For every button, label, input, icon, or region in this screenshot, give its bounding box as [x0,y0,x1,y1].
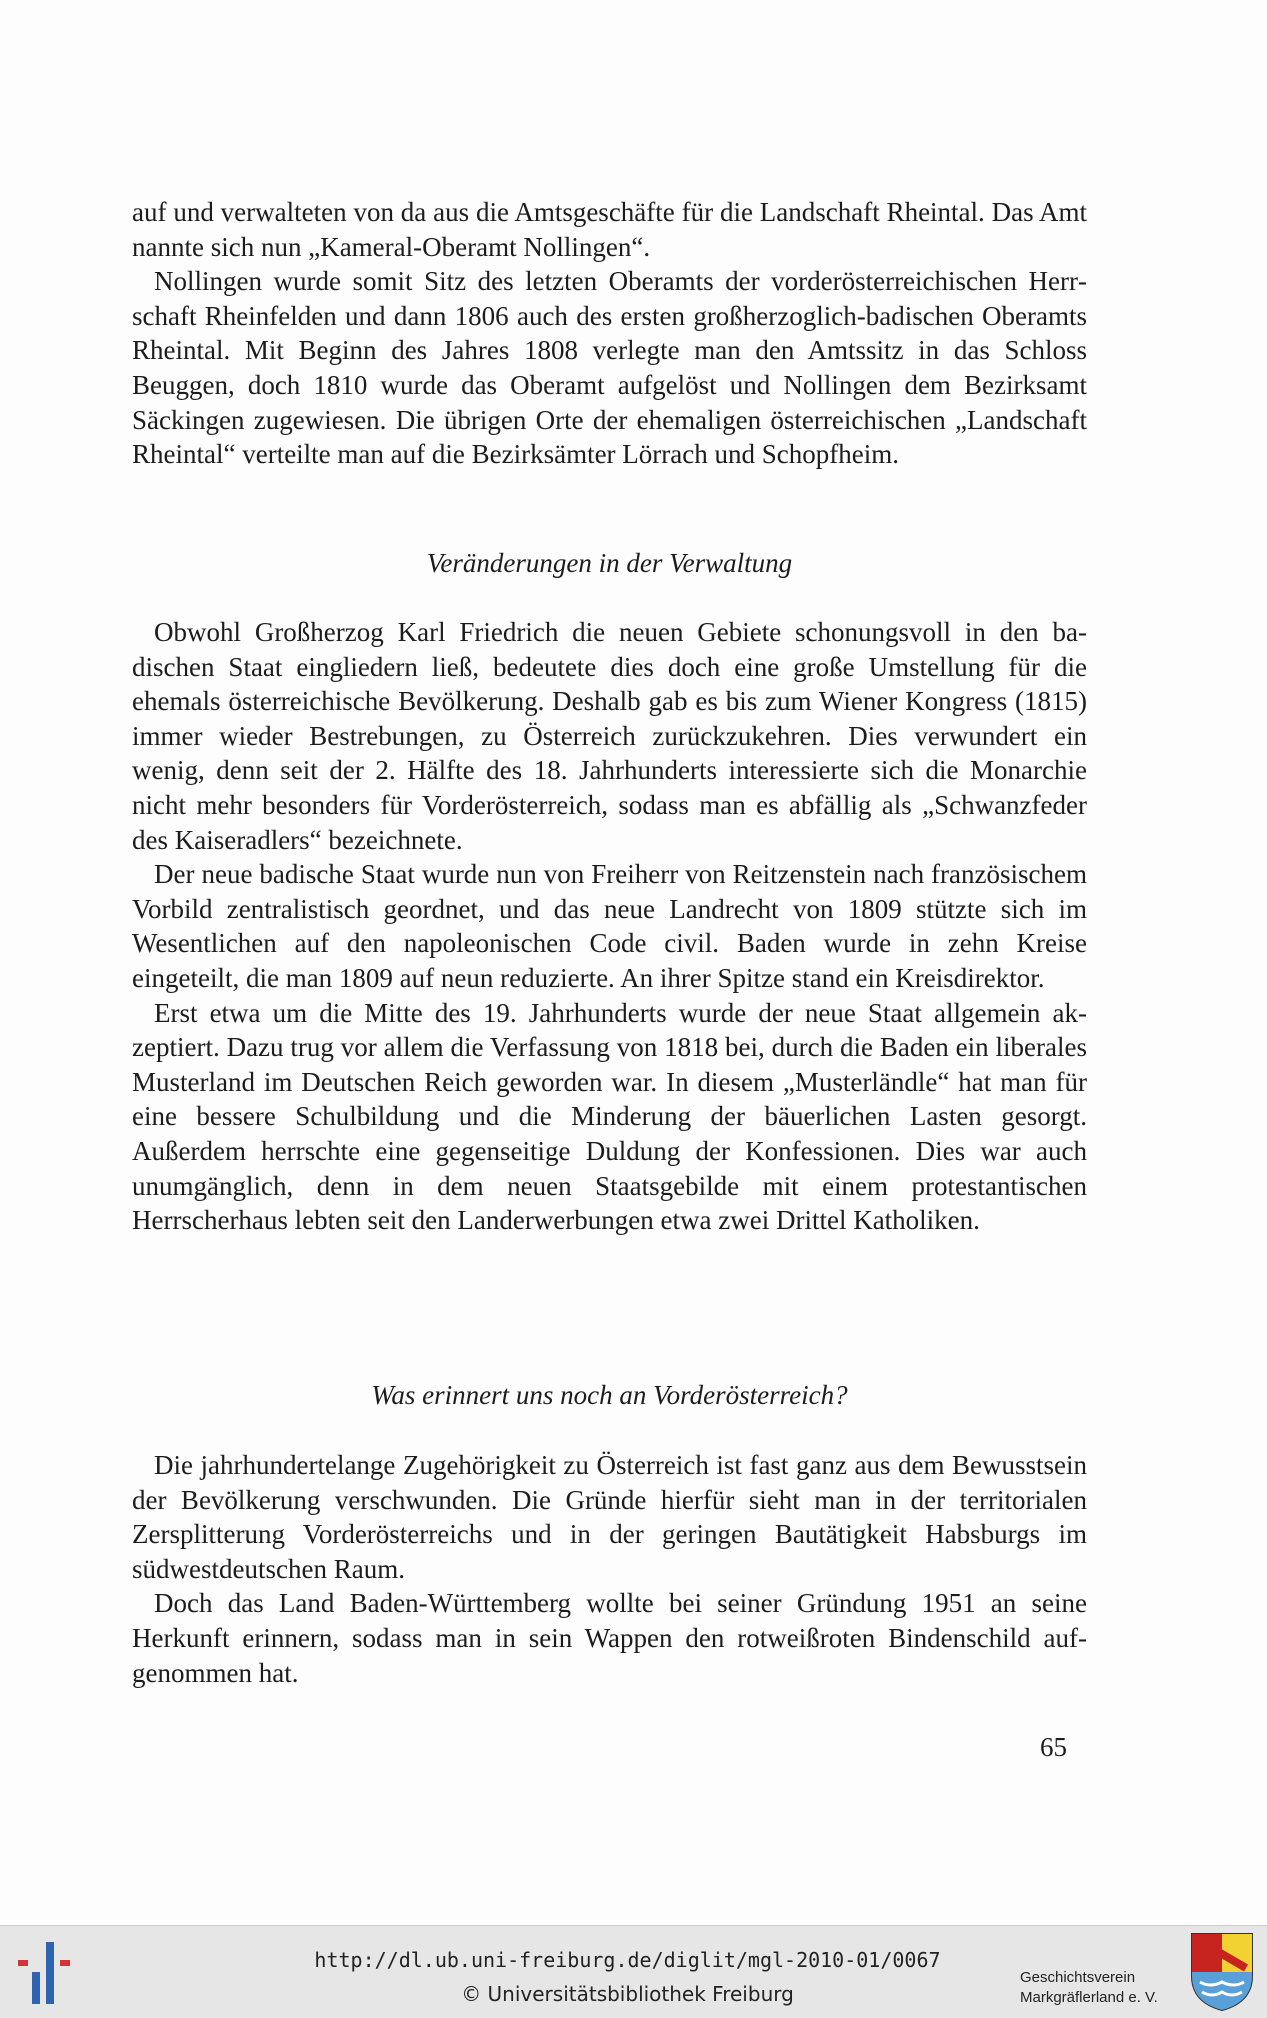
paragraph: Obwohl Großherzog Karl Friedrich die neuen Gebiete schonungsvoll in den badischen Staat eingliedern ließ, bedeutete dies doch eine große Umstellung für die ehemals österreichische Bevölkerung. Deshalb gab es bis zum Wiener Kongress (1815) immer wieder Bestrebungen, zu Österreich zurückzukehren. Dies verwundert ein wenig, denn seit der 2. Hälfte des 18. Jahrhunderts interessierte sich die Monarchie nicht mehr besonders für Vorderösterreich, sodass man es abfällig als „Schwanzfeder des Kaiseradlers“ bezeichnete. [132,617,1087,855]
paragraph: Erst etwa um die Mitte des 19. Jahrhunderts wurde der neue Staat allgemein akzeptiert. Dazu trug vor allem die Verfassung von 1818 bei, durch die Baden ein liberales Musterland im Deutschen Reich geworden war. In diesem „Musterländle“ hat man für eine bessere Schulbildung und die Minderung der bäuerlichen Lasten gesorgt. Außerdem herrschte eine gegenseitige Duldung der Konfessionen. Dies war auch unumgänglich, denn in dem neuen Staatsgebilde mit einem protestantischen Herrscherhaus lebten seit den Landerwerbungen etwa zwei Drittel Katholiken. [132,997,1087,1236]
viewer-footer [0,1925,1267,2018]
paragraph: Die jahrhundertelange Zugehörigkeit zu Österreich ist fast ganz aus dem Bewusstsein der Bevölkerung verschwunden. Die Gründe hierfür sieht man in der territorialen Zersplitterung Vorderösterreichs und in der geringen Bautätigkeit Habsburgs im südwestdeutschen Raum. [132,1450,1087,1584]
copyright-text: © Universitätsbibliothek Freiburg [461,1982,794,2006]
society-line: Markgräflerland e. V. [1020,1989,1158,2006]
section-2 [132,615,1087,1238]
section-heading: Veränderungen in der Verwaltung [426,548,793,578]
markgraeflerland-crest-icon [1190,1932,1254,2012]
paragraph: Doch das Land Baden-Württemberg wollte bei seiner Gründung 1951 an seine Herkunft erinnern, sodass man in sein Wappen den rotweißroten Bindenschild aufgenommen hat. [132,1588,1087,1688]
section-heading: Was erinnert uns noch an Vorderösterreich? [371,1380,848,1410]
section-3 [132,1448,1087,1690]
society-name [1020,1968,1180,2008]
source-url-link[interactable]: http://dl.ub.uni-freiburg.de/diglit/mgl-2010-01/0067 [314,1948,941,1972]
page-number: 65 [1040,1732,1067,1762]
paragraph: auf und verwalteten von da aus die Amtsgeschäfte für die Landschaft Rheintal. Das Amt nannte sich nun „Kameral-Oberamt Nollingen“. [132,197,1087,262]
paragraph: Nollingen wurde somit Sitz des letzten Oberamts der vorderösterreichischen Herrschaft Rheinfelden und dann 1806 auch des ersten großherzoglich-badischen Oberamts Rheintal. Mit Beginn des Jahres 1808 verlegte man den Amtssitz in das Schloss Beuggen, doch 1810 wurde das Oberamt aufgelöst und Nollingen dem Bezirksamt Säckingen zugewiesen. Die übrigen Orte der ehemaligen österreichischen „Landschaft Rheintal“ verteilte man auf die Bezirksämter Lörrach und Schopfheim. [132,266,1087,470]
society-line: Geschichtsverein [1020,1969,1136,1986]
section-1 [132,195,1087,472]
paragraph: Der neue badische Staat wurde nun von Freiherr von Reitzenstein nach französischem Vorbild zentralistisch geordnet, und das neue Landrecht von 1809 stützte sich im Wesentlichen auf den napoleonischen Code civil. Baden wurde in zehn Kreise eingeteilt, die man 1809 auf neun reduzierte. An ihrer Spitze stand ein Kreisdirektor. [132,859,1087,993]
